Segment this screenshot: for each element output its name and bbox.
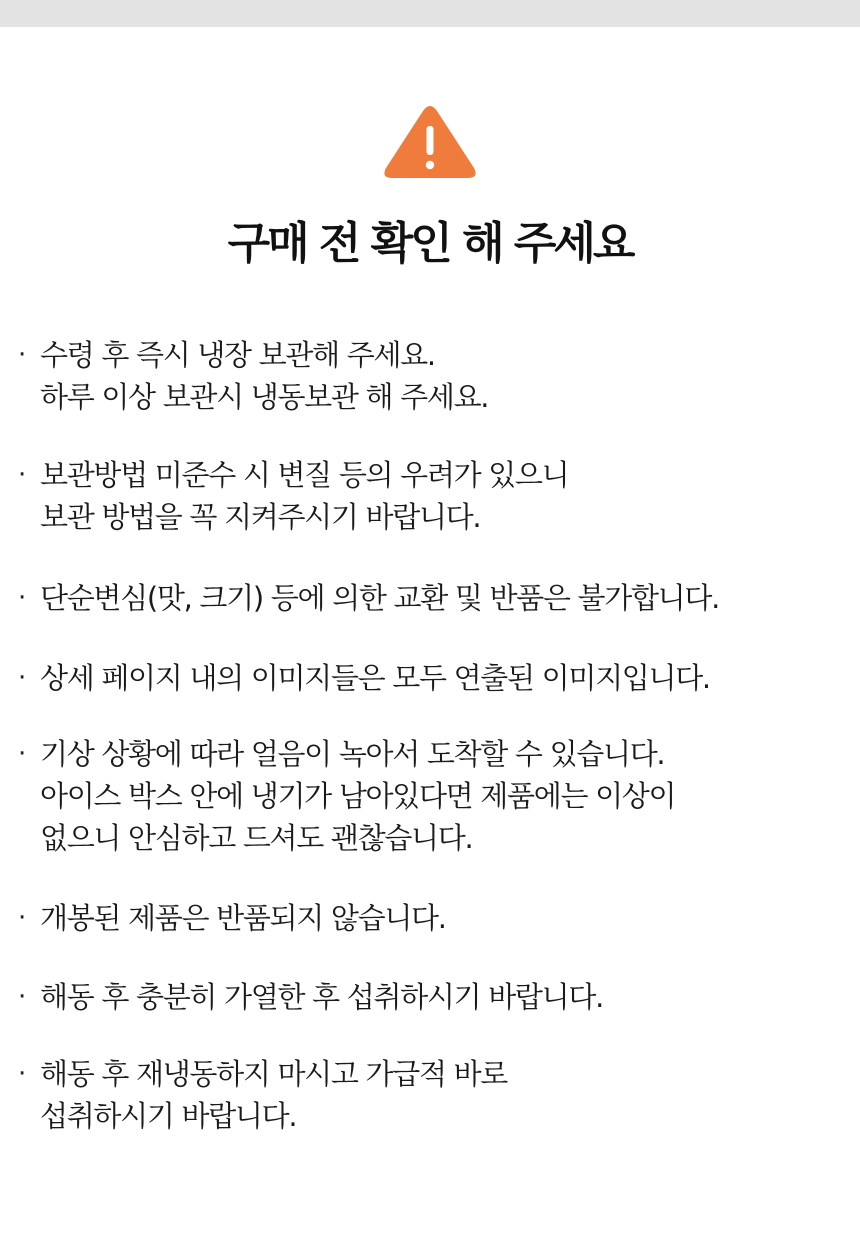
notice-text: 하루 이상 보관시 냉동보관 해 주세요. [40, 380, 489, 414]
bullet: · [18, 1059, 27, 1089]
bullet: · [18, 460, 27, 490]
warning-triangle-icon [382, 104, 478, 180]
page-title: 구매 전 확인 해 주세요 [227, 218, 633, 269]
notice-text: 보관 방법을 꼭 지켜주시기 바랍니다. [40, 500, 481, 534]
notice-text: 수령 후 즉시 냉장 보관해 주세요. [40, 338, 435, 372]
notice-text: 섭취하시기 바랍니다. [40, 1099, 297, 1133]
top-bar [0, 0, 860, 27]
notice-text: 단순변심(맛, 크기) 등에 의한 교환 및 반품은 불가합니다. [40, 581, 720, 615]
bullet: · [18, 663, 27, 693]
bullet: · [18, 739, 27, 769]
notice-text: 해동 후 재냉동하지 마시고 가급적 바로 [40, 1057, 508, 1091]
notice-text: 기상 상황에 따라 얼음이 녹아서 도착할 수 있습니다. [40, 737, 665, 771]
notice-text: 개봉된 제품은 반품되지 않습니다. [40, 901, 446, 935]
bullet: · [18, 583, 27, 613]
bullet: · [18, 982, 27, 1012]
bullet: · [18, 340, 27, 370]
bullet: · [18, 903, 27, 933]
notice-text: 없으니 안심하고 드셔도 괜찮습니다. [40, 821, 473, 855]
notice-text: 상세 페이지 내의 이미지들은 모두 연출된 이미지입니다. [40, 661, 710, 695]
notice-text: 아이스 박스 안에 냉기가 남아있다면 제품에는 이상이 [40, 779, 676, 813]
notice-text: 보관방법 미준수 시 변질 등의 우려가 있으니 [40, 458, 569, 492]
notice-text: 해동 후 충분히 가열한 후 섭취하시기 바랍니다. [40, 980, 603, 1014]
